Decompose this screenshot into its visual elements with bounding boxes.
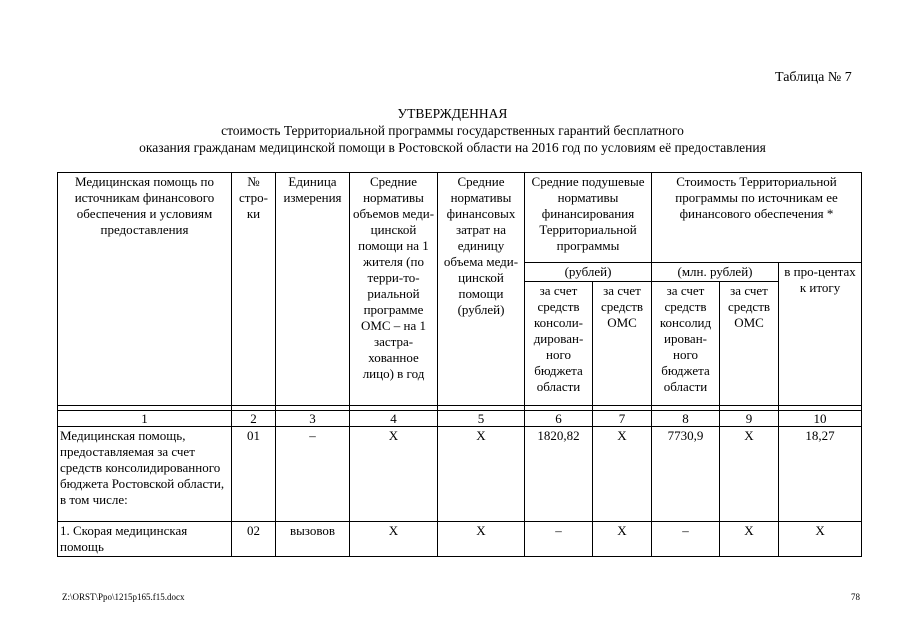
column-number: 4	[350, 411, 438, 427]
table-row	[58, 427, 862, 522]
cell-per-capita-budget: 1820,82	[525, 427, 593, 522]
document-heading	[0, 105, 905, 156]
cell-cost-budget: 7730,9	[652, 427, 720, 522]
header-cost-norm: Средние нормативы финансовых затрат на единицу объема меди-цинской помощи (рублей)	[438, 173, 525, 406]
cell-service-type: 1. Скорая медицинская помощь	[58, 522, 232, 557]
header-oms-cost: за счет средств ОМС	[720, 282, 779, 406]
cell-volume-norm: Х	[350, 427, 438, 522]
header-percent: в про-центах к итогу	[779, 263, 862, 406]
header-program-cost: Стоимость Территориальной программы по источникам ее финансового обеспечения *	[652, 173, 862, 263]
cell-line-number: 02	[232, 522, 276, 557]
cell-percent: 18,27	[779, 427, 862, 522]
table-row	[58, 522, 862, 557]
header-unit: Единица измерения	[276, 173, 350, 406]
header-line-number: № стро-ки	[232, 173, 276, 406]
heading-title: УТВЕРЖДЕННАЯ	[397, 106, 508, 121]
header-rubles: (рублей)	[525, 263, 652, 282]
cell-percent: Х	[779, 522, 862, 557]
cost-table	[57, 172, 862, 557]
header-service-type: Медицинская помощь по источникам финансового обеспечения и условиям предоставления	[58, 173, 232, 406]
header-volume-norm: Средние нормативы объемов меди-цинской помощи на 1 жителя (по терри-то-риальной программе ОМС – на 1 застра-хованное лицо) в год	[350, 173, 438, 406]
cell-unit: –	[276, 427, 350, 522]
cell-unit: вызовов	[276, 522, 350, 557]
column-number-row	[58, 411, 862, 427]
column-number: 9	[720, 411, 779, 427]
column-number: 8	[652, 411, 720, 427]
cell-volume-norm: Х	[350, 522, 438, 557]
cell-cost-oms: Х	[720, 522, 779, 557]
cell-cost-oms: Х	[720, 427, 779, 522]
cell-cost-budget: –	[652, 522, 720, 557]
column-number: 10	[779, 411, 862, 427]
column-number: 7	[593, 411, 652, 427]
footer-file-path: Z:\ORST\Ppo\1215p165.f15.docx	[62, 592, 185, 602]
footer-page-number: 78	[851, 592, 860, 602]
header-regional-budget: за счет средств консоли-дирован-ного бюджета области	[525, 282, 593, 406]
column-number: 3	[276, 411, 350, 427]
header-per-capita-norm: Средние подушевые нормативы финансирования Территориальной программы	[525, 173, 652, 263]
header-regional-budget-cost: за счет средств консолид ирован-ного бюджета области	[652, 282, 720, 406]
cell-cost-norm: Х	[438, 427, 525, 522]
table-number: Таблица № 7	[775, 70, 852, 85]
cell-per-capita-budget: –	[525, 522, 593, 557]
column-number: 2	[232, 411, 276, 427]
heading-subtitle-line-2: оказания гражданам медицинской помощи в Ростовской области на 2016 год по условиям её предоставления	[139, 140, 766, 155]
cell-per-capita-oms: Х	[593, 427, 652, 522]
header-oms: за счет средств ОМС	[593, 282, 652, 406]
header-row	[58, 173, 862, 263]
column-number: 5	[438, 411, 525, 427]
column-number: 1	[58, 411, 232, 427]
cell-per-capita-oms: Х	[593, 522, 652, 557]
cell-line-number: 01	[232, 427, 276, 522]
cell-cost-norm: Х	[438, 522, 525, 557]
column-number: 6	[525, 411, 593, 427]
cell-service-type: Медицинская помощь, предоставляемая за счет средств консолидированного бюджета Ростовской области, в том числе:	[58, 427, 232, 522]
heading-subtitle-line-1: стоимость Территориальной программы государственных гарантий бесплатного	[221, 123, 684, 138]
header-million-rubles: (млн. рублей)	[652, 263, 779, 282]
